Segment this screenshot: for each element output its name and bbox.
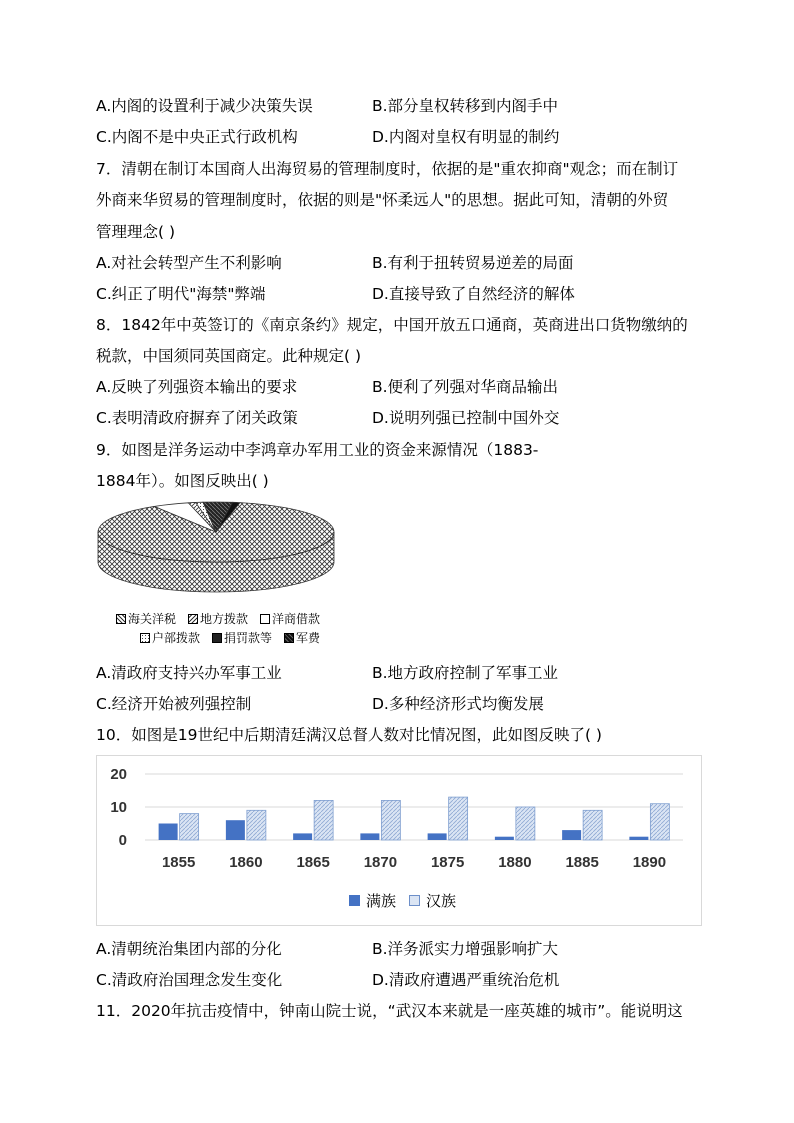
bar-han-1870 bbox=[381, 800, 400, 840]
q9-stem-line2: 1884年）。如图反映出( ) bbox=[96, 472, 269, 490]
legend-item-1 bbox=[116, 610, 176, 627]
q9-option-d: D.多种经济形式均衡发展 bbox=[372, 695, 544, 713]
dotted-swatch bbox=[140, 633, 150, 643]
bar-manchu-1875 bbox=[428, 833, 447, 840]
bar-han-1875 bbox=[449, 797, 468, 840]
bar-manchu-1880 bbox=[495, 837, 514, 840]
q7-option-d: D.直接导致了自然经济的解体 bbox=[372, 285, 575, 303]
white-swatch bbox=[260, 614, 270, 624]
q7-option-b: B.有利于扭转贸易逆差的局面 bbox=[372, 254, 574, 272]
dark-swatch bbox=[212, 633, 222, 643]
q7-stem-line3: 管理理念( ) bbox=[96, 223, 176, 241]
bar-chart-svg bbox=[97, 756, 701, 925]
q6-option-a: A.内阁的设置利于减少决策失误 bbox=[96, 97, 313, 115]
q7-stem-line1: 7．清朝在制订本国商人出海贸易的管理制度时，依据的是"重农抑商"观念；而在制订 bbox=[96, 160, 679, 178]
q11-stem-line1: 11．2020年抗击疫情中，钟南山院士说，“武汉本来就是一座英雄的城市”。能说明这 bbox=[96, 1002, 683, 1020]
legend-label-1: 海关洋税 bbox=[128, 612, 177, 626]
y-tick-label: 0 bbox=[118, 832, 127, 849]
legend-item-6 bbox=[284, 629, 320, 646]
bar-han-1855 bbox=[180, 814, 199, 840]
bar-han-1890 bbox=[650, 804, 669, 840]
darkhatch-swatch bbox=[284, 633, 294, 643]
q9-option-a: A.清政府支持兴办军事工业 bbox=[96, 664, 282, 682]
legend-item-4 bbox=[140, 629, 200, 646]
han-swatch bbox=[409, 895, 420, 906]
legend-label-3: 洋商借款 bbox=[272, 612, 321, 626]
x-tick-label: 1875 bbox=[430, 854, 465, 871]
q6-option-d: D.内阁对皇权有明显的制约 bbox=[372, 128, 560, 146]
bar-legend-han bbox=[409, 890, 456, 911]
q10-option-c: C.清政府治国理念发生变化 bbox=[96, 971, 283, 989]
bar-han-1860 bbox=[247, 810, 266, 840]
legend-label-6: 军费 bbox=[296, 631, 321, 645]
bar-manchu-1885 bbox=[562, 830, 581, 840]
legend-label-4: 户部拨款 bbox=[152, 631, 201, 645]
x-tick-label: 1860 bbox=[229, 854, 263, 871]
q8-option-c: C.表明清政府摒弃了闭关政策 bbox=[96, 409, 298, 427]
pie-chart bbox=[92, 494, 342, 644]
bar-legend-label-2: 汉族 bbox=[426, 892, 457, 910]
bar-legend-label-1: 满族 bbox=[366, 892, 397, 910]
q8-option-a: A.反映了列强资本输出的要求 bbox=[96, 378, 298, 396]
q10-option-d: D.清政府遭遇严重统治危机 bbox=[372, 971, 560, 989]
y-tick-label: 10 bbox=[110, 799, 127, 816]
q7-option-a: A.对社会转型产生不利影响 bbox=[96, 254, 282, 272]
q7-option-c: C.纠正了明代"海禁"弊端 bbox=[96, 285, 266, 303]
q6-option-b: B.部分皇权转移到内阁手中 bbox=[372, 97, 559, 115]
manchu-swatch bbox=[349, 895, 360, 906]
q9-option-b: B.地方政府控制了军事工业 bbox=[372, 664, 559, 682]
x-tick-label: 1885 bbox=[565, 854, 599, 871]
q6-option-c: C.内阁不是中央正式行政机构 bbox=[96, 128, 298, 146]
q10-option-a: A.清朝统治集团内部的分化 bbox=[96, 940, 282, 958]
legend-item-5 bbox=[212, 629, 272, 646]
bar-han-1885 bbox=[583, 810, 602, 840]
x-tick-label: 1855 bbox=[161, 854, 196, 871]
legend-item-3 bbox=[260, 610, 320, 627]
bar-legend-manchu bbox=[349, 890, 396, 911]
bar-manchu-1860 bbox=[226, 820, 245, 840]
diaghatch-swatch bbox=[188, 614, 198, 624]
bar-manchu-1870 bbox=[360, 833, 379, 840]
q8-stem-line1: 8．1842年中英签订的《南京条约》规定，中国开放五口通商，英商进出口货物缴纳的 bbox=[96, 316, 688, 334]
x-tick-label: 1890 bbox=[632, 854, 667, 871]
y-tick-label: 20 bbox=[110, 766, 127, 783]
bar-han-1880 bbox=[516, 807, 535, 840]
q10-stem-line1: 10．如图是19世纪中后期清廷满汉总督人数对比情况图，此如图反映了( ) bbox=[96, 726, 602, 744]
q8-option-b: B.便利了列强对华商品输出 bbox=[372, 378, 559, 396]
bar-chart bbox=[96, 755, 702, 926]
q7-stem-line2: 外商来华贸易的管理制度时，依据的则是"怀柔远人"的思想。据此可知，清朝的外贸 bbox=[96, 191, 669, 209]
q10-option-b: B.洋务派实力增强影响扩大 bbox=[372, 940, 559, 958]
x-tick-label: 1870 bbox=[363, 854, 398, 871]
q8-stem-line2: 税款，中国须同英国商定。此种规定( ) bbox=[96, 347, 362, 365]
crosshatch-swatch bbox=[116, 614, 126, 624]
legend-item-2 bbox=[188, 610, 248, 627]
x-tick-label: 1880 bbox=[498, 854, 532, 871]
bar-manchu-1890 bbox=[629, 837, 648, 840]
legend-label-2: 地方拨款 bbox=[200, 612, 249, 626]
q9-option-c: C.经济开始被列强控制 bbox=[96, 695, 252, 713]
x-tick-label: 1865 bbox=[296, 854, 330, 871]
q9-stem-line1: 9．如图是洋务运动中李鸿章办军用工业的资金来源情况（1883- bbox=[96, 441, 539, 459]
legend-label-5: 捐罚款等 bbox=[224, 631, 273, 645]
bar-manchu-1855 bbox=[159, 824, 178, 841]
bar-han-1865 bbox=[314, 800, 333, 840]
q8-option-d: D.说明列强已控制中国外交 bbox=[372, 409, 560, 427]
bar-manchu-1865 bbox=[293, 833, 312, 840]
